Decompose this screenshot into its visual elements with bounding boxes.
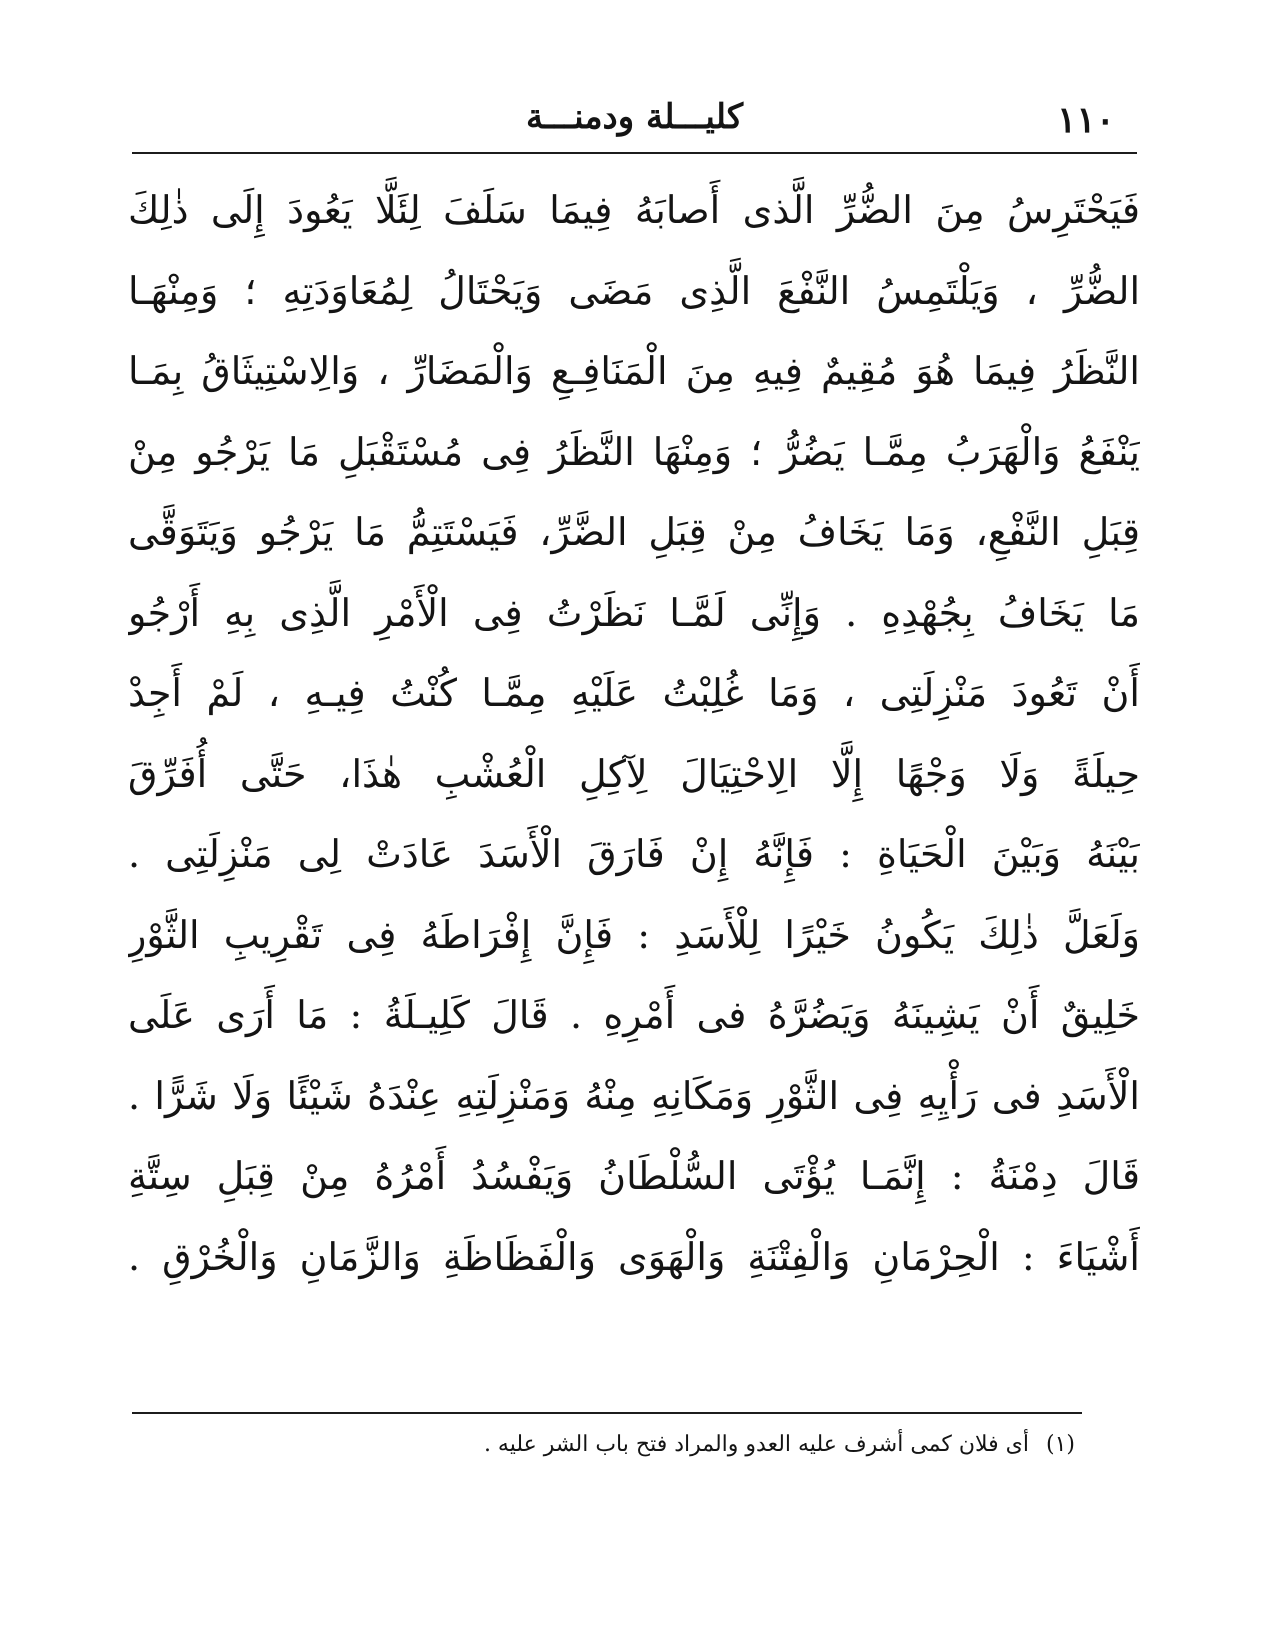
text-line: بَيْنَهُ وَبَيْنَ الْحَيَاةِ : فَإِنَّهُ إِنْ فَارَقَ الْأَسَدَ عَادَتْ لِى مَنْزِلَتِى .	[128, 832, 1140, 876]
text-line: قِبَلِ النَّفْعِ، وَمَا يَخَافُ مِنْ قِبَلِ الضَّرِّ، فَيَسْتَتِمُّ مَا يَرْجُو وَيَتَوَقَّى	[128, 510, 1140, 554]
text-line: أَشْيَاءَ : الْحِرْمَانِ وَالْفِتْنَةِ وَالْهَوَى وَالْفَظَاظَةِ وَالزَّمَانِ وَالْخُرْقِ .	[128, 1234, 1140, 1279]
text-line: مَا يَخَافُ بِجُهْدِهِ . وَإِنِّى لَمَّـا نَظَرْتُ فِى الْأَمْرِ الَّذِى بِهِ أَرْجُو	[128, 590, 1140, 635]
footnote-text: أى فلان كمى أشرف عليه العدو والمراد فتح باب الشر عليه .	[483, 1432, 1029, 1457]
page-header	[132, 88, 1137, 150]
text-line: حِيلَةً وَلَا وَجْهًا إِلَّا الِاحْتِيَالَ لِآكِلِ الْعُشْبِ هٰذَا، حَتَّى أُفَرِّقَ	[128, 751, 1140, 796]
text-line: أَنْ تَعُودَ مَنْزِلَتِى ، وَمَا غُلِبْتُ عَلَيْهِ مِمَّـا كُنْتُ فِيـهِ ، لَمْ أَجِدْ	[128, 671, 1140, 715]
text-line: فَيَحْتَرِسُ مِنَ الضُّرِّ الَّذى أَصابَهُ فِيمَا سَلَفَ لِئَلَّا يَعُودَ إِلَى ذٰلِكَ	[128, 188, 1140, 232]
header-rule	[132, 152, 1137, 154]
footnote-rule	[132, 1412, 1082, 1414]
text-line: الْأَسَدِ فى رَأْيِهِ فِى الثَّوْرِ وَمَكَانِهِ مِنْهُ وَمَنْزِلَتِهِ عِنْدَهُ شَيْئًا وَلَا شَرًّا .	[128, 1073, 1140, 1118]
text-line: النَّظَرُ فِيمَا هُوَ مُقِيمٌ فِيهِ مِنَ الْمَنَافِـعِ وَالْمَضَارِّ ، وَالِاسْتِيثَاقُ بِمَـا	[128, 349, 1140, 393]
text-line: يَنْفَعُ وَالْهَرَبُ مِمَّـا يَضُرُّ ؛ وَمِنْهَا النَّظَرُ فِى مُسْتَقْبَلِ مَا يَرْجُو مِنْ	[128, 429, 1140, 474]
running-title: كليـــلة ودمنـــة	[525, 97, 744, 137]
body-text	[128, 170, 1140, 1297]
text-line: خَلِيقٌ أَنْ يَشِينَهُ وَيَضُرَّهُ فى أَمْرِهِ . قَالَ كَلِيـلَةُ : مَا أَرَى عَلَى	[128, 993, 1140, 1037]
page-number: ١١٠	[1056, 99, 1115, 141]
footnote	[315, 1428, 1075, 1462]
text-line: الضُّرِّ ، وَيَلْتَمِسُ النَّفْعَ الَّذِى مَضَى وَيَحْتَالُ لِمُعَاوَدَتِهِ ؛ وَمِنْهَـا	[128, 268, 1140, 313]
footnote-marker: (١)	[1045, 1432, 1075, 1457]
text-line: قَالَ دِمْنَةُ : إِنَّمَـا يُؤْتَى السُّلْطَانُ وَيَفْسُدُ أَمْرُهُ مِنْ قِبَلِ سِتَّةِ	[128, 1154, 1140, 1198]
text-line: وَلَعَلَّ ذٰلِكَ يَكُونُ خَيْرًا لِلْأَسَدِ : فَإِنَّ إِفْرَاطَهُ فِى تَقْرِيبِ الثَّوْرِ	[128, 912, 1140, 957]
